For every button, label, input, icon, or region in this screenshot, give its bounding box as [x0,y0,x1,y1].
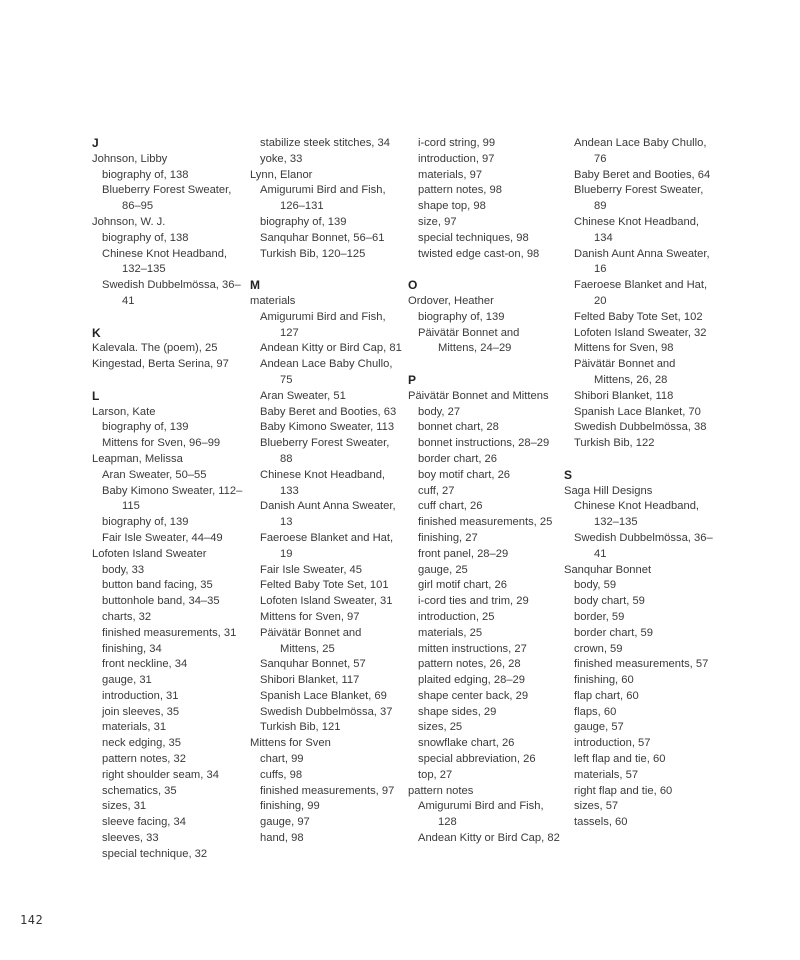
index-sub-entry: yoke, 33 [260,152,303,165]
index-section-j [92,136,244,310]
index-sub-entry: Aran Sweater, 50–55 [102,468,207,481]
index-sub-entry: biography of, 139 [102,421,189,434]
index-sub-entry: Mittens for Sven, 97 [260,610,360,623]
index-sub-entry: sleeve facing, 34 [102,816,186,829]
index-sub-entry: Blueberry Forest Sweater, 86–95 [102,184,232,213]
index-sub-entry: chart, 99 [260,753,304,766]
index-sub-entry: flaps, 60 [574,705,617,718]
index-sub-entry: Chinese Knot Headband, 132–135 [102,247,228,276]
index-sub-entry: border, 59 [574,610,625,623]
index-main-entry: Larson, Kate [92,405,156,418]
index-section-continued [564,136,716,452]
index-section-continued [408,136,560,262]
index-sub-entry: Lofoten Island Sweater, 32 [574,326,707,339]
index-sub-entry: sizes, 31 [102,800,147,813]
index-sub-entry: border chart, 26 [418,452,497,465]
index-sub-entry: Baby Kimono Sweater, 113 [260,421,395,434]
section-letter: O [408,278,418,293]
index-sub-entry: pattern notes, 32 [102,753,186,766]
index-sub-entry: Felted Baby Tote Set, 101 [260,579,389,592]
index-sub-entry: materials, 31 [102,721,167,734]
index-sub-entry: Amigurumi Bird and Fish, 126–131 [260,184,386,213]
index-sub-entry: Faeroese Blanket and Hat, 20 [574,279,708,307]
index-sub-entry: front neckline, 34 [102,658,188,671]
index-sub-entry: crown, 59 [574,642,623,655]
index-sub-entry: stabilize steek stitches, 34 [260,137,390,149]
index-sub-entry: sizes, 57 [574,800,619,813]
index-main-entry: Leapman, Melissa [92,452,183,465]
index-sub-entry: Shibori Blanket, 117 [260,674,360,687]
index-sub-entry: materials, 97 [418,168,483,181]
index-section-s [564,468,716,831]
index-sub-entry: tassels, 60 [574,816,628,829]
index-sub-entry: Swedish Dubbelmössa, 36–41 [574,531,713,560]
index-sub-entry: Danish Aunt Anna Sweater, 16 [574,247,710,276]
index-sub-entry: Danish Aunt Anna Sweater, 13 [260,500,396,529]
section-letter: J [92,136,99,150]
index-sub-entry: plaited edging, 28–29 [418,674,525,687]
index-sub-entry: Swedish Dubbelmössa, 36–41 [102,279,241,307]
index-sub-entry: Päivätär Bonnet and Mittens, 25 [260,626,362,655]
index-sub-entry: gauge, 57 [574,721,624,734]
index-sub-entry: Fair Isle Sweater, 44–49 [102,531,223,544]
index-sub-entry: Blueberry Forest Sweater, 89 [574,184,704,213]
index-column-4 [564,136,716,831]
index-sub-entry: Baby Kimono Sweater, 112–115 [102,484,243,513]
index-sub-entry: introduction, 97 [418,152,495,165]
index-sub-entry: biography of, 139 [102,516,189,529]
index-main-entry: pattern notes [408,784,474,797]
index-sub-entry: Fair Isle Sweater, 45 [260,563,362,576]
index-sub-entry: finishing, 60 [574,674,634,687]
index-sub-entry: boy motif chart, 26 [418,468,511,481]
index-sub-entry: cuff, 27 [418,484,455,497]
index-sub-entry: Spanish Lace Blanket, 69 [260,689,387,702]
index-sub-entry: cuff chart, 26 [418,500,483,513]
index-sub-entry: size, 97 [418,215,457,228]
section-letter: S [564,467,573,482]
index-section-m [250,278,402,847]
index-sub-entry: biography of, 138 [102,168,189,181]
index-sub-entry: finished measurements, 25 [418,516,553,529]
index-column-3 [408,136,560,847]
index-sub-entry: body, 27 [418,405,461,418]
section-letter: L [92,388,100,403]
index-main-entry: Kalevala. The (poem), 25 [92,342,218,355]
index-main-entry: Johnson, Libby [92,152,168,165]
index-sub-entry: finished measurements, 57 [574,658,709,671]
index-sub-entry: Swedish Dubbelmössa, 38 [574,421,707,434]
index-sub-entry: i-cord ties and trim, 29 [418,595,529,608]
index-main-entry: Johnson, W. J. [92,215,166,228]
index-main-entry: Sanquhar Bonnet [564,563,652,576]
index-section-o [408,278,560,357]
index-main-entry: Päivätär Bonnet and Mittens [408,389,549,402]
index-main-entry: Kingestad, Berta Serina, 97 [92,358,229,371]
index-sub-entry: flap chart, 60 [574,689,639,702]
index-sub-entry: finishing, 27 [418,531,478,544]
index-sub-entry: Turkish Bib, 121 [260,721,341,734]
index-sub-entry: special abbreviation, 26 [418,753,536,766]
index-sub-entry: gauge, 31 [102,674,152,687]
index-sub-entry: schematics, 35 [102,784,177,797]
index-column-1 [92,136,244,863]
index-sub-entry: bonnet instructions, 28–29 [418,437,550,450]
index-section-continued [250,136,402,262]
index-sub-entry: left flap and tie, 60 [574,753,666,766]
index-sub-entry: Mittens for Sven, 98 [574,342,674,355]
index-sub-entry: Amigurumi Bird and Fish, 127 [260,310,386,339]
index-sub-entry: Sanquhar Bonnet, 56–61 [260,231,385,244]
index-sub-entry: Amigurumi Bird and Fish, 128 [418,800,544,829]
index-sub-entry: cuffs, 98 [260,768,303,781]
index-sub-entry: Andean Lace Baby Chullo, 75 [260,358,393,386]
index-sub-entry: materials, 57 [574,768,639,781]
index-sub-entry: Chinese Knot Headband, 132–135 [574,500,700,529]
index-sub-entry: finished measurements, 31 [102,626,237,639]
index-sub-entry: mitten instructions, 27 [418,642,527,655]
index-sub-entry: Blueberry Forest Sweater, 88 [260,437,390,465]
index-sub-entry: Faeroese Blanket and Hat, 19 [260,531,394,560]
index-main-entry: materials [250,294,296,307]
index-sub-entry: introduction, 57 [574,737,651,750]
index-sub-entry: finishing, 99 [260,800,320,813]
section-letter: M [250,278,260,293]
index-sub-entry: Aran Sweater, 51 [260,389,346,402]
index-sub-entry: join sleeves, 35 [102,705,180,718]
index-sub-entry: sleeves, 33 [102,832,159,845]
index-sub-entry: Andean Lace Baby Chullo, 76 [574,137,707,165]
index-main-entry: Mittens for Sven [250,737,331,750]
index-sub-entry: neck edging, 35 [102,737,181,750]
index-sub-entry: Baby Beret and Booties, 64 [574,168,711,181]
index-sub-entry: sizes, 25 [418,721,463,734]
index-sub-entry: body, 33 [102,563,145,576]
index-sub-entry: gauge, 97 [260,816,310,829]
index-sub-entry: materials, 25 [418,626,483,639]
index-sub-entry: biography of, 139 [260,215,347,228]
index-column-2 [250,136,402,847]
index-sub-entry: Andean Kitty or Bird Cap, 82 [418,832,560,845]
index-sub-entry: Turkish Bib, 122 [574,437,655,450]
index-sub-entry: Chinese Knot Headband, 133 [260,468,386,497]
index-main-entry: Lofoten Island Sweater [92,547,207,560]
index-sub-entry: top, 27 [418,768,453,781]
index-sub-entry: Päivätär Bonnet and Mittens, 24–29 [418,326,520,355]
index-sub-entry: Andean Kitty or Bird Cap, 81 [260,342,402,355]
index-sub-entry: introduction, 31 [102,689,179,702]
index-sub-entry: special technique, 32 [102,847,208,860]
index-sub-entry: shape center back, 29 [418,689,529,702]
index-sub-entry: charts, 32 [102,610,152,623]
index-sub-entry: Turkish Bib, 120–125 [260,247,366,260]
index-sub-entry: body, 59 [574,579,617,592]
index-sub-entry: snowflake chart, 26 [418,737,515,750]
index-sub-entry: front panel, 28–29 [418,547,509,560]
section-letter: K [92,325,101,340]
index-sub-entry: bonnet chart, 28 [418,421,499,434]
index-sub-entry: border chart, 59 [574,626,653,639]
index-sub-entry: gauge, 25 [418,563,468,576]
index-sub-entry: special techniques, 98 [418,231,529,244]
index-sub-entry: introduction, 25 [418,610,495,623]
index-sub-entry: biography of, 138 [102,231,189,244]
index-sub-entry: Baby Beret and Booties, 63 [260,405,397,418]
page-number: 142 [20,913,44,927]
index-sub-entry: button band facing, 35 [102,579,213,592]
index-main-entry: Ordover, Heather [408,294,494,307]
index-sub-entry: Lofoten Island Sweater, 31 [260,595,393,608]
index-sub-entry: Swedish Dubbelmössa, 37 [260,705,393,718]
index-sub-entry: Felted Baby Tote Set, 102 [574,310,703,323]
index-sub-entry: Sanquhar Bonnet, 57 [260,658,366,671]
index-sub-entry: hand, 98 [260,832,304,845]
index-sub-entry: finishing, 34 [102,642,162,655]
index-sub-entry: Chinese Knot Headband, 134 [574,215,700,244]
index-sub-entry: Shibori Blanket, 118 [574,389,674,402]
index-sub-entry: Päivätär Bonnet and Mittens, 26, 28 [574,358,676,386]
index-sub-entry: finished measurements, 97 [260,784,395,797]
index-sub-entry: buttonhole band, 34–35 [102,595,220,608]
index-sub-entry: biography of, 139 [418,310,505,323]
index-sub-entry: right shoulder seam, 34 [102,768,219,781]
index-sub-entry: girl motif chart, 26 [418,579,507,592]
index-main-entry: Lynn, Elanor [250,168,313,181]
index-main-entry: Saga Hill Designs [564,484,653,497]
index-section-k [92,326,244,373]
index-sub-entry: i-cord string, 99 [418,137,496,149]
index-sub-entry: shape top, 98 [418,200,486,213]
index-sub-entry: pattern notes, 26, 28 [418,658,521,671]
index-sub-entry: right flap and tie, 60 [574,784,673,797]
index-sub-entry: twisted edge cast-on, 98 [418,247,540,260]
index-section-p [408,373,560,847]
index-sub-entry: Mittens for Sven, 96–99 [102,437,221,450]
index-sub-entry: pattern notes, 98 [418,184,502,197]
index-section-l [92,389,244,863]
index-sub-entry: body chart, 59 [574,595,645,608]
section-letter: P [408,372,417,387]
index-sub-entry: shape sides, 29 [418,705,497,718]
index-sub-entry: Spanish Lace Blanket, 70 [574,405,701,418]
